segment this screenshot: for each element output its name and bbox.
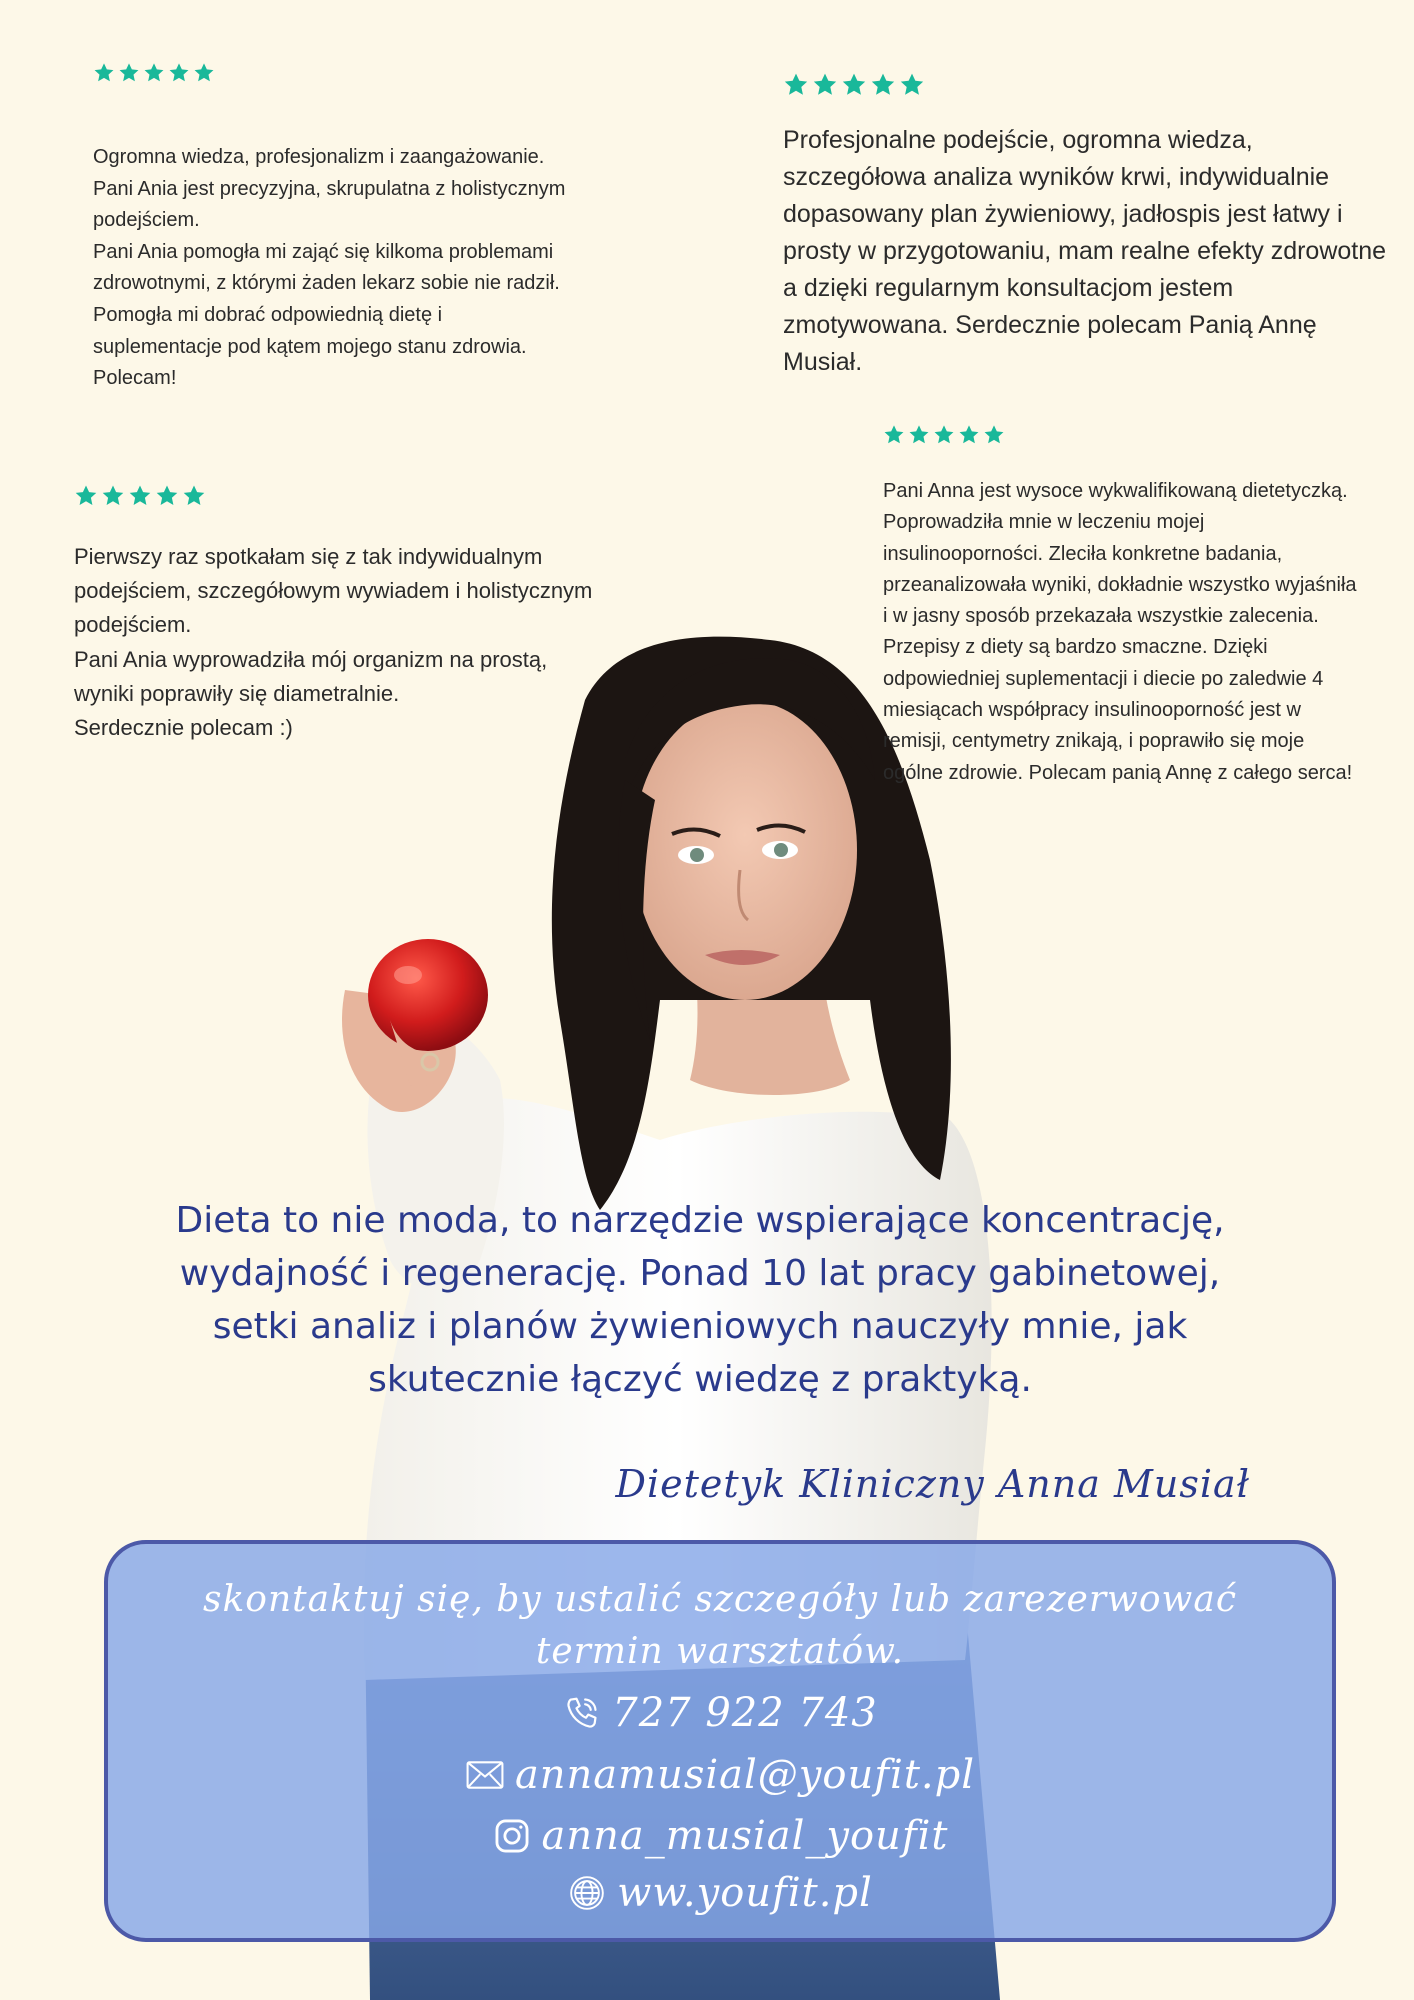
review-line: Serdecznie polecam :) [74, 715, 293, 741]
star-icon [812, 72, 838, 98]
envelope-icon [465, 1755, 505, 1795]
review-line: Przepisy z diety są bardzo smaczne. Dzięki [883, 636, 1268, 659]
star-icon [101, 484, 125, 508]
star-icon [899, 72, 925, 98]
review-line: a dzięki regularnym konsultacjom jestem [783, 274, 1234, 302]
contact-intro-line: termin warsztatów. [535, 1631, 905, 1672]
review-line: Polecam! [93, 367, 177, 390]
contact-instagram[interactable] [108, 1812, 1332, 1860]
star-icon [168, 62, 190, 84]
mission-quote [120, 1194, 1280, 1406]
star-icon [870, 72, 896, 98]
star-icon [783, 72, 809, 98]
star-icon [143, 62, 165, 84]
review-text [783, 122, 1403, 381]
star-rating [883, 424, 1403, 446]
review-text [93, 142, 653, 395]
review-line: ogólne zdrowie. Polecam panią Annę z całego serca! [883, 761, 1353, 784]
contact-email[interactable] [108, 1751, 1332, 1799]
review-line: Poprowadziła mnie w leczeniu mojej [883, 511, 1205, 534]
review-line: Pani Ania jest precyzyjna, skrupulatna z holistycznym [93, 177, 566, 200]
review-line: podejściem. [74, 612, 192, 638]
globe-icon [567, 1873, 607, 1913]
review-card-1 [93, 62, 653, 395]
star-icon [841, 72, 867, 98]
review-line: zdrowotnymi, z którymi żaden lekarz sobie nie radził. [93, 272, 560, 295]
quote-line: Dieta to nie moda, to narzędzie wspierające koncentrację, [175, 1200, 1225, 1241]
review-text [74, 540, 634, 745]
review-line: podejściem, szczegółowym wywiadem i holistycznym [74, 578, 593, 604]
review-line: Pani Anna jest wysoce wykwalifikowaną dietetyczką. [883, 480, 1348, 502]
review-line: podejściem. [93, 209, 200, 232]
review-line: Pomogła mi dobrać odpowiednią dietę i [93, 303, 443, 326]
contact-phone[interactable] [108, 1689, 1332, 1737]
quote-line: skutecznie łączyć wiedzę z praktyką. [368, 1359, 1032, 1400]
star-icon [908, 424, 930, 446]
contact-website[interactable] [108, 1869, 1332, 1917]
star-icon [74, 484, 98, 508]
review-card-3 [74, 484, 634, 745]
star-rating [74, 484, 634, 508]
review-line: Musiał. [783, 348, 863, 376]
phone-number: 727 922 743 [612, 1690, 878, 1736]
review-card-2 [783, 72, 1403, 381]
star-icon [182, 484, 206, 508]
review-line: remisji, centymetry znikają, i poprawiło się moje [883, 730, 1305, 753]
review-line: szczegółowa analiza wyników krwi, indywidualnie [783, 163, 1330, 191]
phone-icon [562, 1693, 602, 1733]
contact-box [104, 1540, 1336, 1942]
instagram-icon [492, 1816, 532, 1856]
contact-intro [138, 1574, 1302, 1678]
star-icon [155, 484, 179, 508]
star-icon [128, 484, 152, 508]
star-icon [193, 62, 215, 84]
star-icon [933, 424, 955, 446]
star-icon [983, 424, 1005, 446]
instagram-handle: anna_musial_youfit [541, 1813, 949, 1859]
website-url: ww.youfit.pl [617, 1870, 873, 1916]
review-card-4 [883, 424, 1403, 789]
star-icon [118, 62, 140, 84]
review-line: prosty w przygotowaniu, mam realne efekty zdrowotne [783, 237, 1387, 265]
star-icon [883, 424, 905, 446]
review-line: Profesjonalne podejście, ogromna wiedza, [783, 126, 1253, 154]
review-line: odpowiedniej suplementacji i diecie po zaledwie 4 [883, 667, 1324, 690]
star-rating [783, 72, 1403, 98]
review-line: dopasowany plan żywieniowy, jadłospis jest łatwy i [783, 200, 1343, 228]
review-line: i w jasny sposób przekazała wszystkie zalecenia. [883, 605, 1319, 628]
review-line: Ogromna wiedza, profesjonalizm i zaangażowanie. [93, 146, 545, 168]
review-line: miesiącach współpracy insulinooporność jest w [883, 699, 1301, 722]
review-line: Pani Ania wyprowadziła mój organizm na prostą, [74, 646, 548, 672]
review-line: zmotywowana. Serdecznie polecam Panią Annę [783, 311, 1317, 339]
quote-line: wydajność i regenerację. Ponad 10 lat pracy gabinetowej, [179, 1253, 1221, 1294]
review-line: przeanalizowała wyniki, dokładnie wszystko wyjaśniła [883, 573, 1357, 596]
quote-line: setki analiz i planów żywieniowych nauczyły mnie, jak [212, 1306, 1188, 1347]
review-line: wyniki poprawiły się diametralnie. [74, 680, 400, 706]
review-line: suplementacje pod kątem mojego stanu zdrowia. [93, 335, 527, 358]
review-line: Pani Ania pomogła mi zająć się kilkoma problemami [93, 240, 554, 263]
email-address: annamusial@youfit.pl [514, 1752, 976, 1798]
review-text [883, 476, 1403, 789]
signature: Dietetyk Kliniczny Anna Musiał [615, 1462, 1250, 1506]
star-icon [958, 424, 980, 446]
star-icon [93, 62, 115, 84]
contact-intro-line: skontaktuj się, by ustalić szczegóły lub zarezerwować [203, 1579, 1237, 1620]
review-line: insulinooporności. Zleciła konkretne badania, [883, 542, 1283, 565]
star-rating [93, 62, 653, 84]
review-line: Pierwszy raz spotkałam się z tak indywidualnym [74, 544, 543, 569]
